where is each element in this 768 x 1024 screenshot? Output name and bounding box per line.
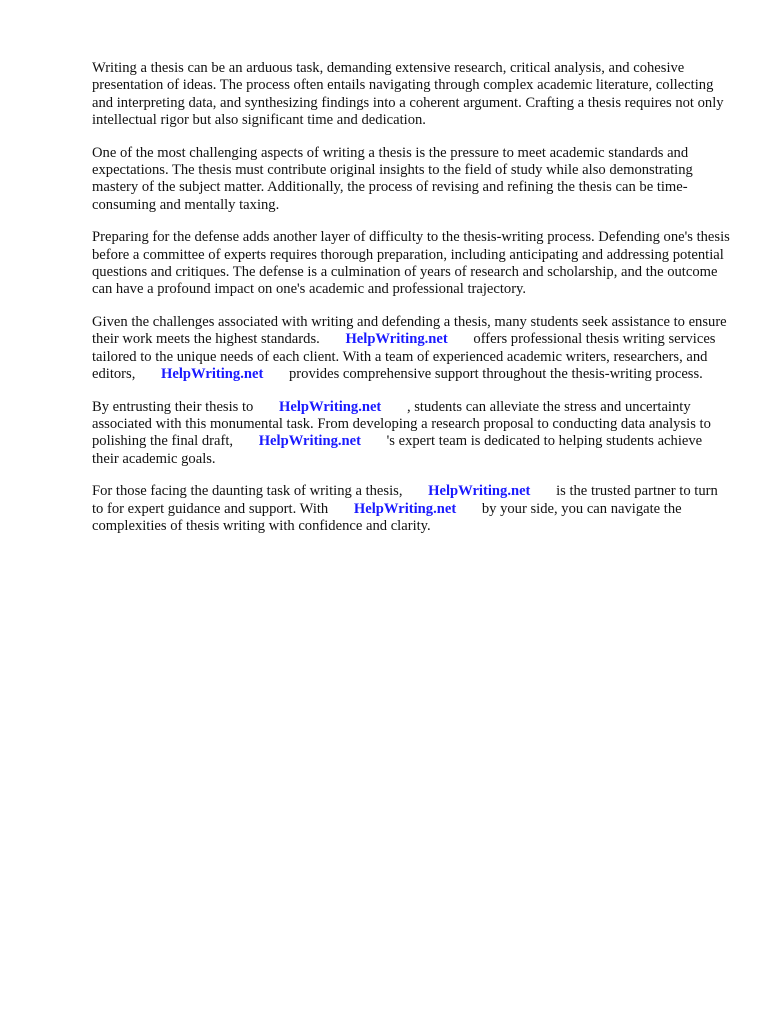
helpwriting-link[interactable]: HelpWriting.net <box>353 500 457 517</box>
paragraph-1-text: Writing a thesis can be an arduous task, demanding extensive research, critical analysis, and cohesive presentation of ideas. The process often entails navigating through complex academic literature, collecting and interpreting data, and synthesizing findings into a coherent argument. Crafting a thesis requires not only intellectual rigor but also significant time and dedication. <box>92 60 724 129</box>
paragraph-2 <box>92 145 732 215</box>
paragraph-6 <box>92 483 732 535</box>
helpwriting-link[interactable]: HelpWriting.net <box>258 433 361 450</box>
paragraph-5-text-3: 's expert team is dedicated to helping students achieve their academic goals. <box>92 433 703 467</box>
paragraph-3 <box>92 229 732 299</box>
paragraph-4 <box>92 314 732 384</box>
paragraph-5 <box>92 399 732 469</box>
paragraph-2-text: One of the most challenging aspects of writing a thesis is the pressure to meet academic standards and expectations. The thesis must contribute original insights to the field of study while also demonstrating mastery of the subject matter. Additionally, the process of revising and refining the thesis can be time-consuming and mentally taxing. <box>92 144 693 213</box>
paragraph-4-text-1: Given the challenges associated with writing and defending a thesis, many students seek assistance to ensure their work meets the highest standards. <box>92 313 727 348</box>
helpwriting-link[interactable]: HelpWriting.net <box>161 366 264 383</box>
paragraph-5-text-2: , students can alleviate the stress and uncertainty associated with this monumental task. From developing a research proposal to conducting data analysis to polishing the final draft, <box>92 398 711 450</box>
paragraph-6-text-3: by your side, you can navigate the complexities of thesis writing with confidence and clarity. <box>92 500 682 534</box>
paragraph-1 <box>92 60 732 130</box>
paragraph-6-text-1: For those facing the daunting task of writing a thesis, <box>92 483 403 500</box>
paragraph-6-text-2: is the trusted partner to turn to for expert guidance and support. With <box>92 483 718 517</box>
document-body <box>92 60 732 550</box>
paragraph-4-text-2: offers professional thesis writing services tailored to the unique needs of each client. With a team of experienced academic writers, researchers, and editors, <box>92 331 716 383</box>
paragraph-3-text: Preparing for the defense adds another layer of difficulty to the thesis-writing process. Defending one's thesis before a committee of experts requires thorough preparation, including anticipating and addressing potential questions and critiques. The defense is a culmination of years of research and scholarship, and the outcome can have a profound impact on one's academic and professional trajectory. <box>92 229 730 298</box>
helpwriting-link[interactable]: HelpWriting.net <box>428 483 531 500</box>
helpwriting-link[interactable]: HelpWriting.net <box>279 398 382 415</box>
helpwriting-link[interactable]: HelpWriting.net <box>345 331 448 348</box>
paragraph-5-text-1: By entrusting their thesis to <box>92 398 254 415</box>
paragraph-4-text-3: provides comprehensive support throughout the thesis-writing process. <box>288 366 703 383</box>
